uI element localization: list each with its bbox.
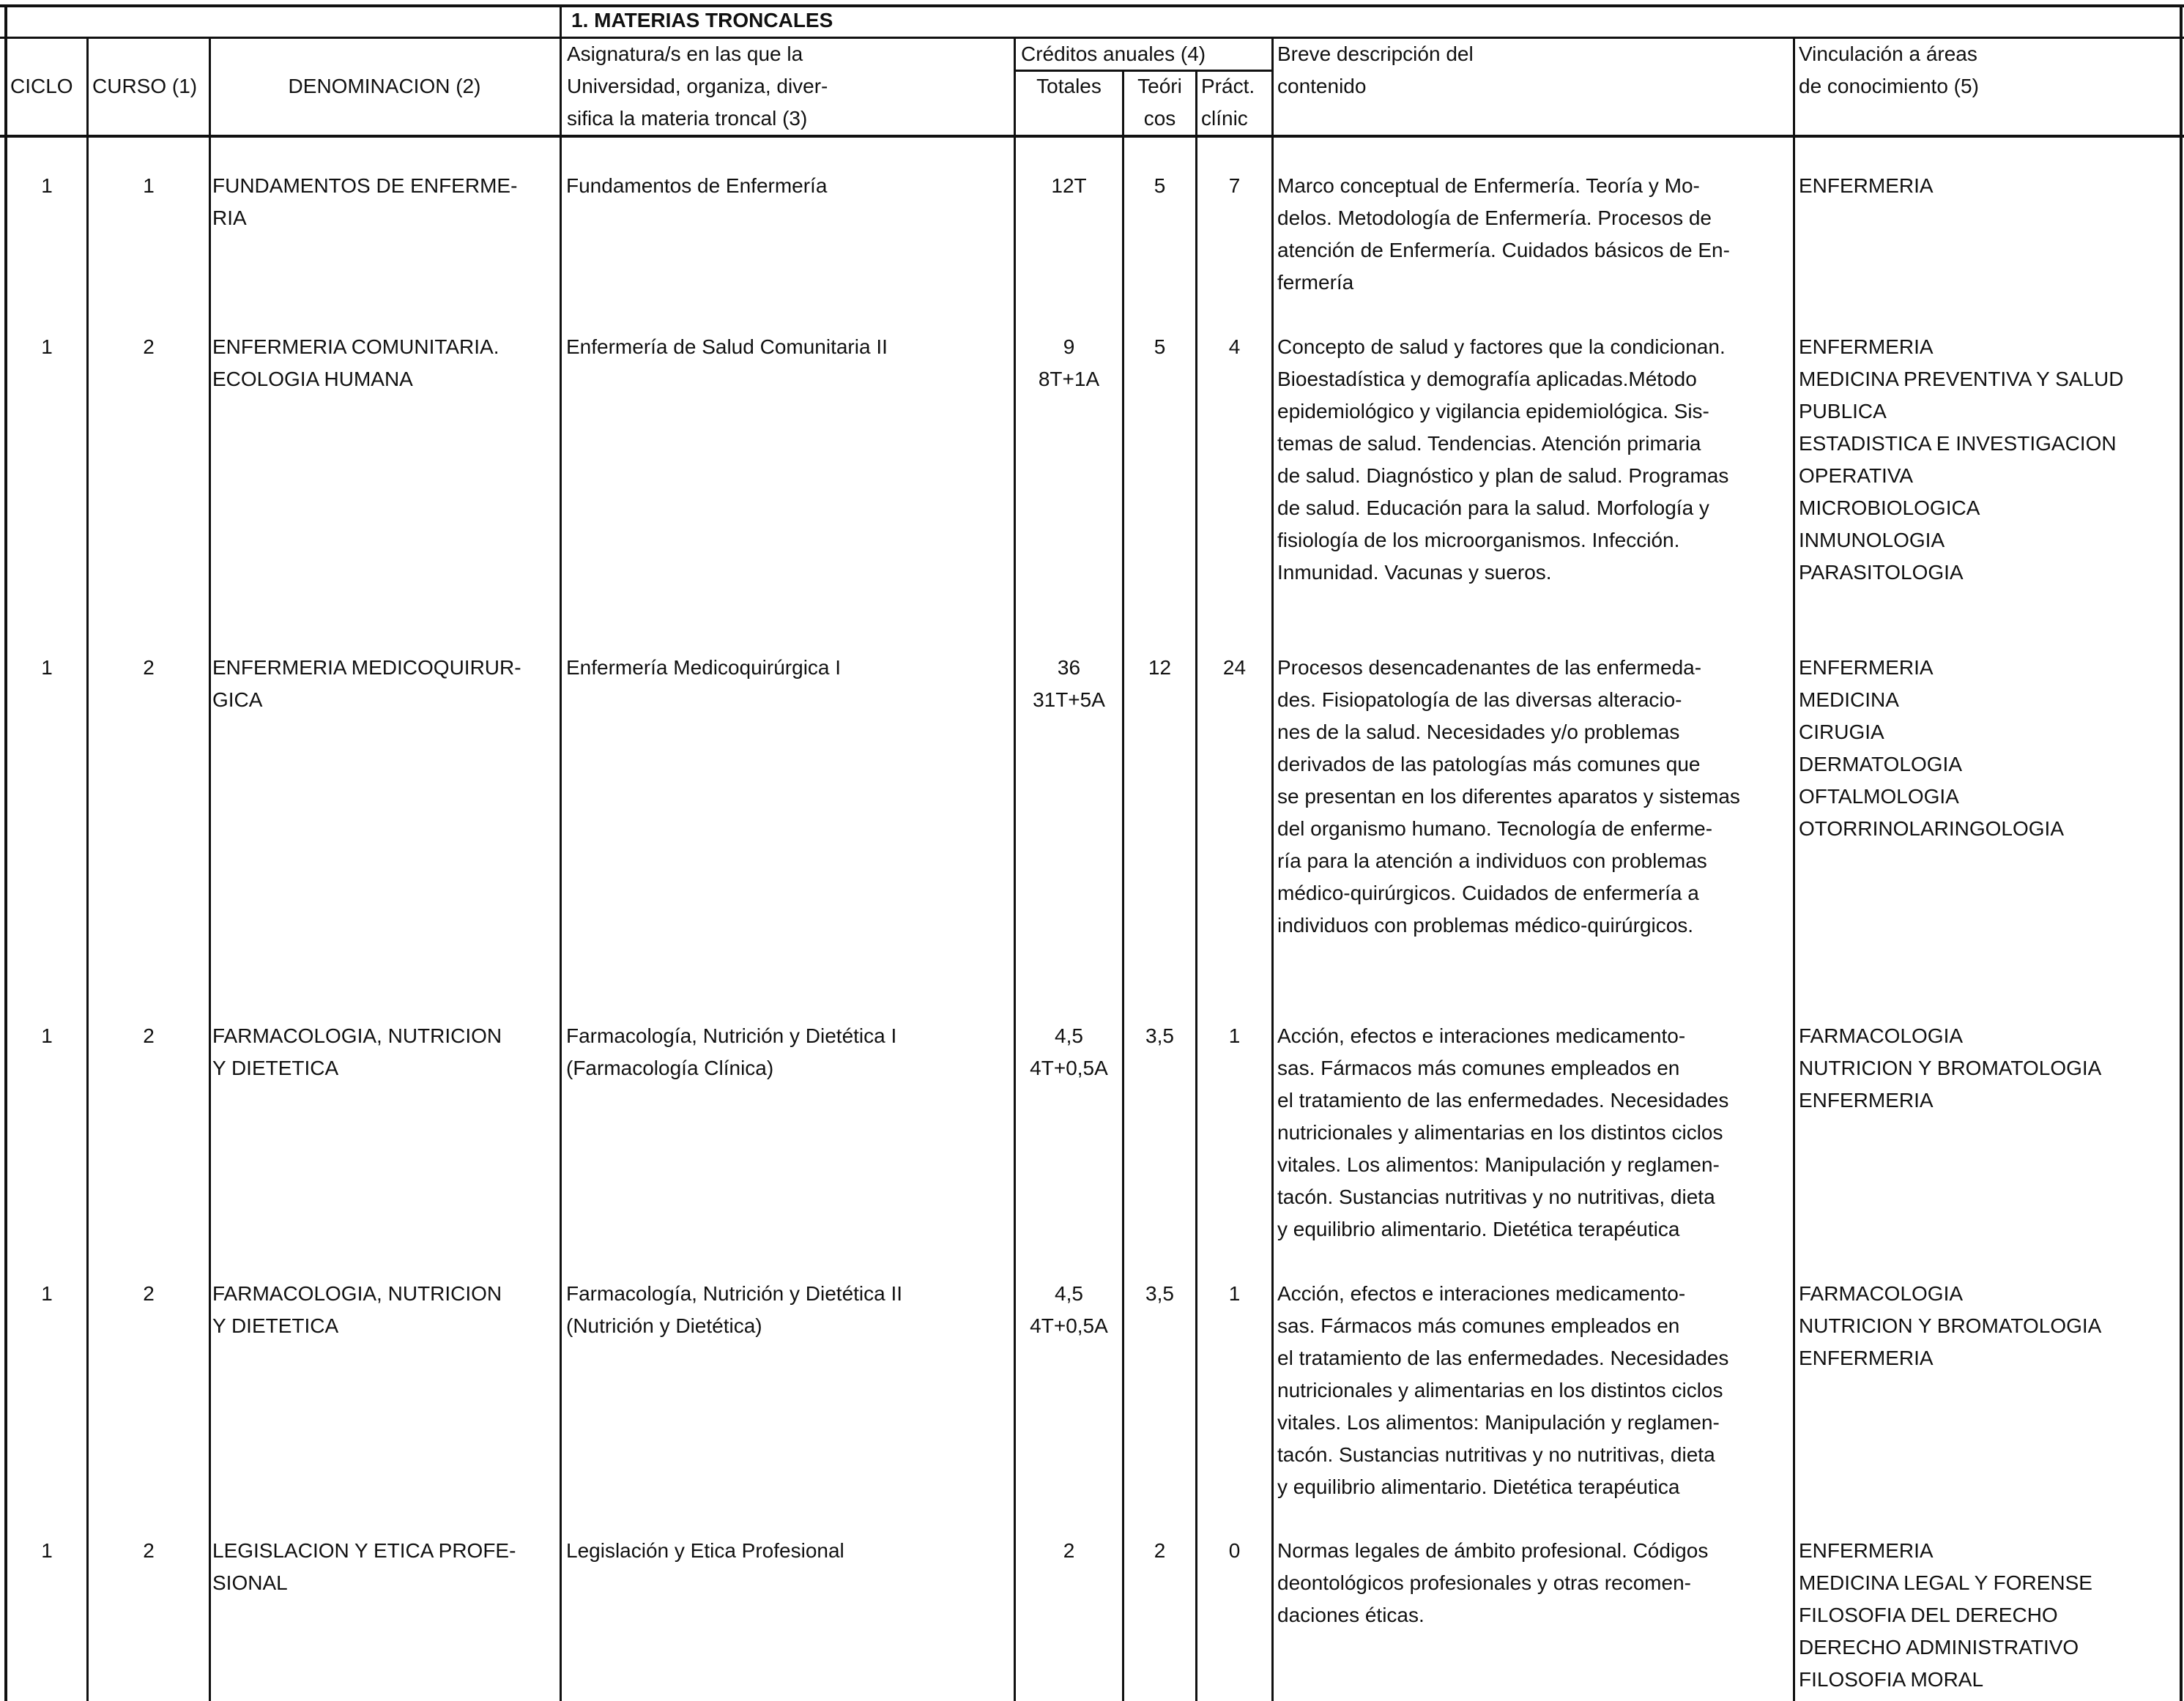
header-asignatura-line3: sifica la materia troncal (3) (567, 107, 808, 130)
row-5-totales-line: 4T+0,5A (1030, 1314, 1108, 1337)
row-3-area-line: CIRUGIA (1799, 721, 1884, 743)
row-1-curso: 1 (143, 174, 155, 197)
row-3-teoricos: 12 (1148, 656, 1172, 679)
row-6-descripcion-line: Normas legales de ámbito profesional. Códigos (1277, 1539, 1709, 1562)
row-5-area-line: NUTRICION Y BROMATOLOGIA (1799, 1314, 2102, 1337)
row-4-descripcion-line: Acción, efectos e interaciones medicamento- (1277, 1024, 1686, 1047)
row-4-denominacion-line: Y DIETETICA (212, 1057, 339, 1079)
row-1-descripcion-line: atención de Enfermería. Cuidados básicos de En- (1277, 239, 1730, 261)
table-top-border (0, 4, 2184, 7)
row-2-descripcion-line: de salud. Educación para la salud. Morfología y (1277, 496, 1709, 519)
header-vinculacion-line1: Vinculación a áreas (1799, 42, 1977, 65)
row-6-area-line: FILOSOFIA DEL DERECHO (1799, 1604, 2058, 1626)
row-4-asignatura-line: Farmacología, Nutrición y Dietética I (566, 1024, 897, 1047)
row-6-descripcion-line: deontológicos profesionales y otras recomen- (1277, 1571, 1691, 1594)
row-3-descripcion-line: Procesos desencadenantes de las enfermeda- (1277, 656, 1702, 679)
row-4-ciclo: 1 (41, 1024, 53, 1047)
row-6-ciclo: 1 (41, 1539, 53, 1562)
section-title: 1. MATERIAS TRONCALES (571, 9, 833, 31)
row-2-descripcion-line: epidemiológico y vigilancia epidemiológica. Sis- (1277, 400, 1709, 423)
header-asignatura-line2: Universidad, organiza, diver- (567, 75, 828, 97)
row-5-area-line: ENFERMERIA (1799, 1347, 1934, 1369)
row-1-denominacion-line: RIA (212, 206, 247, 229)
row-5-descripcion-line: tacón. Sustancias nutritivas y no nutritivas, dieta (1277, 1443, 1715, 1466)
row-3-descripcion-line: nes de la salud. Necesidades y/o problemas (1277, 721, 1680, 743)
row-4-descripcion-line: el tratamiento de las enfermedades. Necesidades (1277, 1089, 1729, 1112)
row-4-area-line: FARMACOLOGIA (1799, 1024, 1964, 1047)
row-3-descripcion-line: del organismo humano. Tecnología de enfermе- (1277, 817, 1713, 840)
row-3-descripcion-line: se presentan en los diferentes aparatos y sistemas (1277, 785, 1740, 808)
row-4-area-line: ENFERMERIA (1799, 1089, 1934, 1112)
header-denominacion: DENOMINACION (2) (288, 75, 481, 97)
header-bottom-border (0, 135, 2184, 138)
row-3-area-line: OFTALMOLOGIA (1799, 785, 1959, 808)
row-2-area-line: INMUNOLOGIA (1799, 529, 1945, 551)
header-descripcion-line2: contenido (1277, 75, 1367, 97)
row-2-descripcion-line: fisiología de los microorganismos. Infección. (1277, 529, 1680, 551)
row-5-descripcion-line: y equilibrio alimentario. Dietética terapéutica (1277, 1475, 1680, 1498)
row-1-area-line: ENFERMERIA (1799, 174, 1934, 197)
row-4-asignatura-line: (Farmacología Clínica) (566, 1057, 774, 1079)
col-divider-curso (209, 37, 211, 1701)
row-1-descripcion-line: delos. Metodología de Enfermería. Procesos de (1277, 206, 1712, 229)
row-5-area-line: FARMACOLOGIA (1799, 1282, 1964, 1305)
row-4-area-line: NUTRICION Y BROMATOLOGIA (1799, 1057, 2102, 1079)
row-5-descripcion-line: el tratamiento de las enfermedades. Necesidades (1277, 1347, 1729, 1369)
row-5-descripcion-line: nutricionales y alimentarias en los distintos ciclos (1277, 1379, 1723, 1402)
row-2-area-line: OPERATIVA (1799, 464, 1914, 487)
row-5-teoricos: 3,5 (1145, 1282, 1174, 1305)
row-6-descripcion-line: daciones éticas. (1277, 1604, 1425, 1626)
row-3-ciclo: 1 (41, 656, 53, 679)
row-5-totales-line: 4,5 (1055, 1282, 1083, 1305)
row-3-totales-line: 31T+5A (1033, 688, 1105, 711)
row-2-descripcion-line: de salud. Diagnóstico y plan de salud. Programas (1277, 464, 1729, 487)
row-1-practicos: 7 (1228, 174, 1241, 197)
row-4-descripcion-line: sas. Fármacos más comunes empleados en (1277, 1057, 1680, 1079)
row-2-asignatura-line: Enfermería de Salud Comunitaria II (566, 335, 888, 358)
row-4-curso: 2 (143, 1024, 155, 1047)
row-4-descripcion-line: vitales. Los alimentos: Manipulación y reglamen- (1277, 1153, 1720, 1176)
row-4-practicos: 1 (1228, 1024, 1241, 1047)
row-1-descripcion-line: Marco conceptual de Enfermería. Teoría y Mo- (1277, 174, 1700, 197)
header-vinculacion-line2: de conocimiento (5) (1799, 75, 1979, 97)
header-ciclo: CICLO (10, 75, 73, 97)
row-1-totales-line: 12T (1051, 174, 1087, 197)
row-3-asignatura-line: Enfermería Medicoquirúrgica I (566, 656, 842, 679)
row-3-descripcion-line: individuos con problemas médico-quirúrgicos. (1277, 914, 1694, 937)
col-divider-asignatura (1014, 37, 1016, 1701)
row-3-area-line: OTORRINOLARINGOLOGIA (1799, 817, 2064, 840)
row-6-teoricos: 2 (1154, 1539, 1166, 1562)
row-5-descripcion-line: vitales. Los alimentos: Manipulación y reglamen- (1277, 1411, 1720, 1434)
row-2-ciclo: 1 (41, 335, 53, 358)
row-2-practicos: 4 (1228, 335, 1241, 358)
row-4-descripcion-line: nutricionales y alimentarias en los distintos ciclos (1277, 1121, 1723, 1144)
header-teoricos-line1: Teóri (1137, 75, 1182, 97)
row-3-totales-line: 36 (1057, 656, 1081, 679)
row-2-area-line: PARASITOLOGIA (1799, 561, 1964, 584)
header-teoricos-line2: cos (1143, 107, 1176, 130)
right-border (2180, 4, 2183, 1701)
header-descripcion-line1: Breve descripción del (1277, 42, 1474, 65)
row-1-asignatura-line: Fundamentos de Enfermería (566, 174, 828, 197)
row-2-area-line: MICROBIOLOGICA (1799, 496, 1980, 519)
left-border (4, 4, 7, 1701)
row-2-descripcion-line: Bioestadística y demografía aplicadas.Método (1277, 368, 1697, 390)
row-5-ciclo: 1 (41, 1282, 53, 1305)
row-1-teoricos: 5 (1154, 174, 1166, 197)
row-2-area-line: ESTADISTICA E INVESTIGACION (1799, 432, 2117, 455)
row-1-descripcion-line: fermería (1277, 271, 1354, 294)
row-6-area-line: FILOSOFIA MORAL (1799, 1668, 1984, 1691)
header-asignatura-line1: Asignatura/s en las que la (567, 42, 803, 65)
col-divider-descripcion (1793, 37, 1795, 1701)
header-practicos-line1: Práct. (1201, 75, 1255, 97)
row-1-denominacion-line: FUNDAMENTOS DE ENFERME- (212, 174, 518, 197)
col-divider-ciclo (86, 37, 89, 1701)
col-divider-teoricos (1195, 70, 1197, 1701)
row-2-totales-line: 8T+1A (1038, 368, 1100, 390)
row-3-curso: 2 (143, 656, 155, 679)
row-2-denominacion-line: ENFERMERIA COMUNITARIA. (212, 335, 499, 358)
row-3-practicos: 24 (1222, 656, 1247, 679)
row-3-area-line: DERMATOLOGIA (1799, 753, 1963, 775)
row-3-denominacion-line: GICA (212, 688, 263, 711)
row-5-denominacion-line: FARMACOLOGIA, NUTRICION (212, 1282, 502, 1305)
row-4-totales-line: 4T+0,5A (1030, 1057, 1108, 1079)
row-6-curso: 2 (143, 1539, 155, 1562)
row-3-descripcion-line: des. Fisiopatología de las diversas alteracio- (1277, 688, 1682, 711)
row-5-denominacion-line: Y DIETETICA (212, 1314, 339, 1337)
row-3-descripcion-line: ría para la atención a individuos con problemas (1277, 849, 1707, 872)
row-6-asignatura-line: Legislación y Etica Profesional (566, 1539, 844, 1562)
row-2-descripcion-line: temas de salud. Tendencias. Atención primaria (1277, 432, 1701, 455)
row-4-descripcion-line: tacón. Sustancias nutritivas y no nutritivas, dieta (1277, 1186, 1715, 1208)
row-5-descripcion-line: Acción, efectos e interaciones medicamento- (1277, 1282, 1686, 1305)
row-2-area-line: PUBLICA (1799, 400, 1887, 423)
row-4-teoricos: 3,5 (1145, 1024, 1174, 1047)
header-practicos-line2: clínic (1201, 107, 1248, 130)
row-5-asignatura-line: Farmacología, Nutrición y Dietética II (566, 1282, 903, 1305)
header-totales: Totales (1036, 75, 1102, 97)
row-3-descripcion-line: derivados de las patologías más comunes que (1277, 753, 1701, 775)
row-6-denominacion-line: LEGISLACION Y ETICA PROFE- (212, 1539, 516, 1562)
row-4-totales-line: 4,5 (1055, 1024, 1083, 1047)
col-divider-totales (1122, 70, 1124, 1701)
row-3-area-line: ENFERMERIA (1799, 656, 1934, 679)
row-3-descripcion-line: médico-quirúrgicos. Cuidados de enfermería a (1277, 882, 1699, 904)
row-2-area-line: ENFERMERIA (1799, 335, 1934, 358)
row-2-teoricos: 5 (1154, 335, 1166, 358)
row-6-practicos: 0 (1228, 1539, 1241, 1562)
row-6-area-line: DERECHO ADMINISTRATIVO (1799, 1636, 2079, 1659)
row-5-curso: 2 (143, 1282, 155, 1305)
col-divider-practicos (1271, 37, 1274, 1701)
row-5-asignatura-line: (Nutrición y Dietética) (566, 1314, 762, 1337)
row-2-totales-line: 9 (1063, 335, 1075, 358)
row-2-curso: 2 (143, 335, 155, 358)
row-2-descripcion-line: Concepto de salud y factores que la condicionan. (1277, 335, 1726, 358)
row-2-descripcion-line: Inmunidad. Vacunas y sueros. (1277, 561, 1552, 584)
row-6-denominacion-line: SIONAL (212, 1571, 288, 1594)
row-2-denominacion-line: ECOLOGIA HUMANA (212, 368, 413, 390)
row-3-area-line: MEDICINA (1799, 688, 1899, 711)
row-6-totales-line: 2 (1063, 1539, 1075, 1562)
row-6-area-line: ENFERMERIA (1799, 1539, 1934, 1562)
row-3-denominacion-line: ENFERMERIA MEDICOQUIRUR- (212, 656, 521, 679)
row-6-area-line: MEDICINA LEGAL Y FORENSE (1799, 1571, 2092, 1594)
row-4-descripcion-line: y equilibrio alimentario. Dietética terapéutica (1277, 1218, 1680, 1240)
header-curso: CURSO (1) (92, 75, 198, 97)
row-4-denominacion-line: FARMACOLOGIA, NUTRICION (212, 1024, 502, 1047)
row-2-area-line: MEDICINA PREVENTIVA Y SALUD (1799, 368, 2124, 390)
col-divider-denominacion (560, 4, 562, 1701)
row-5-practicos: 1 (1228, 1282, 1241, 1305)
row-5-descripcion-line: sas. Fármacos más comunes empleados en (1277, 1314, 1680, 1337)
row-1-ciclo: 1 (41, 174, 53, 197)
header-creditos: Créditos anuales (4) (1021, 42, 1206, 65)
